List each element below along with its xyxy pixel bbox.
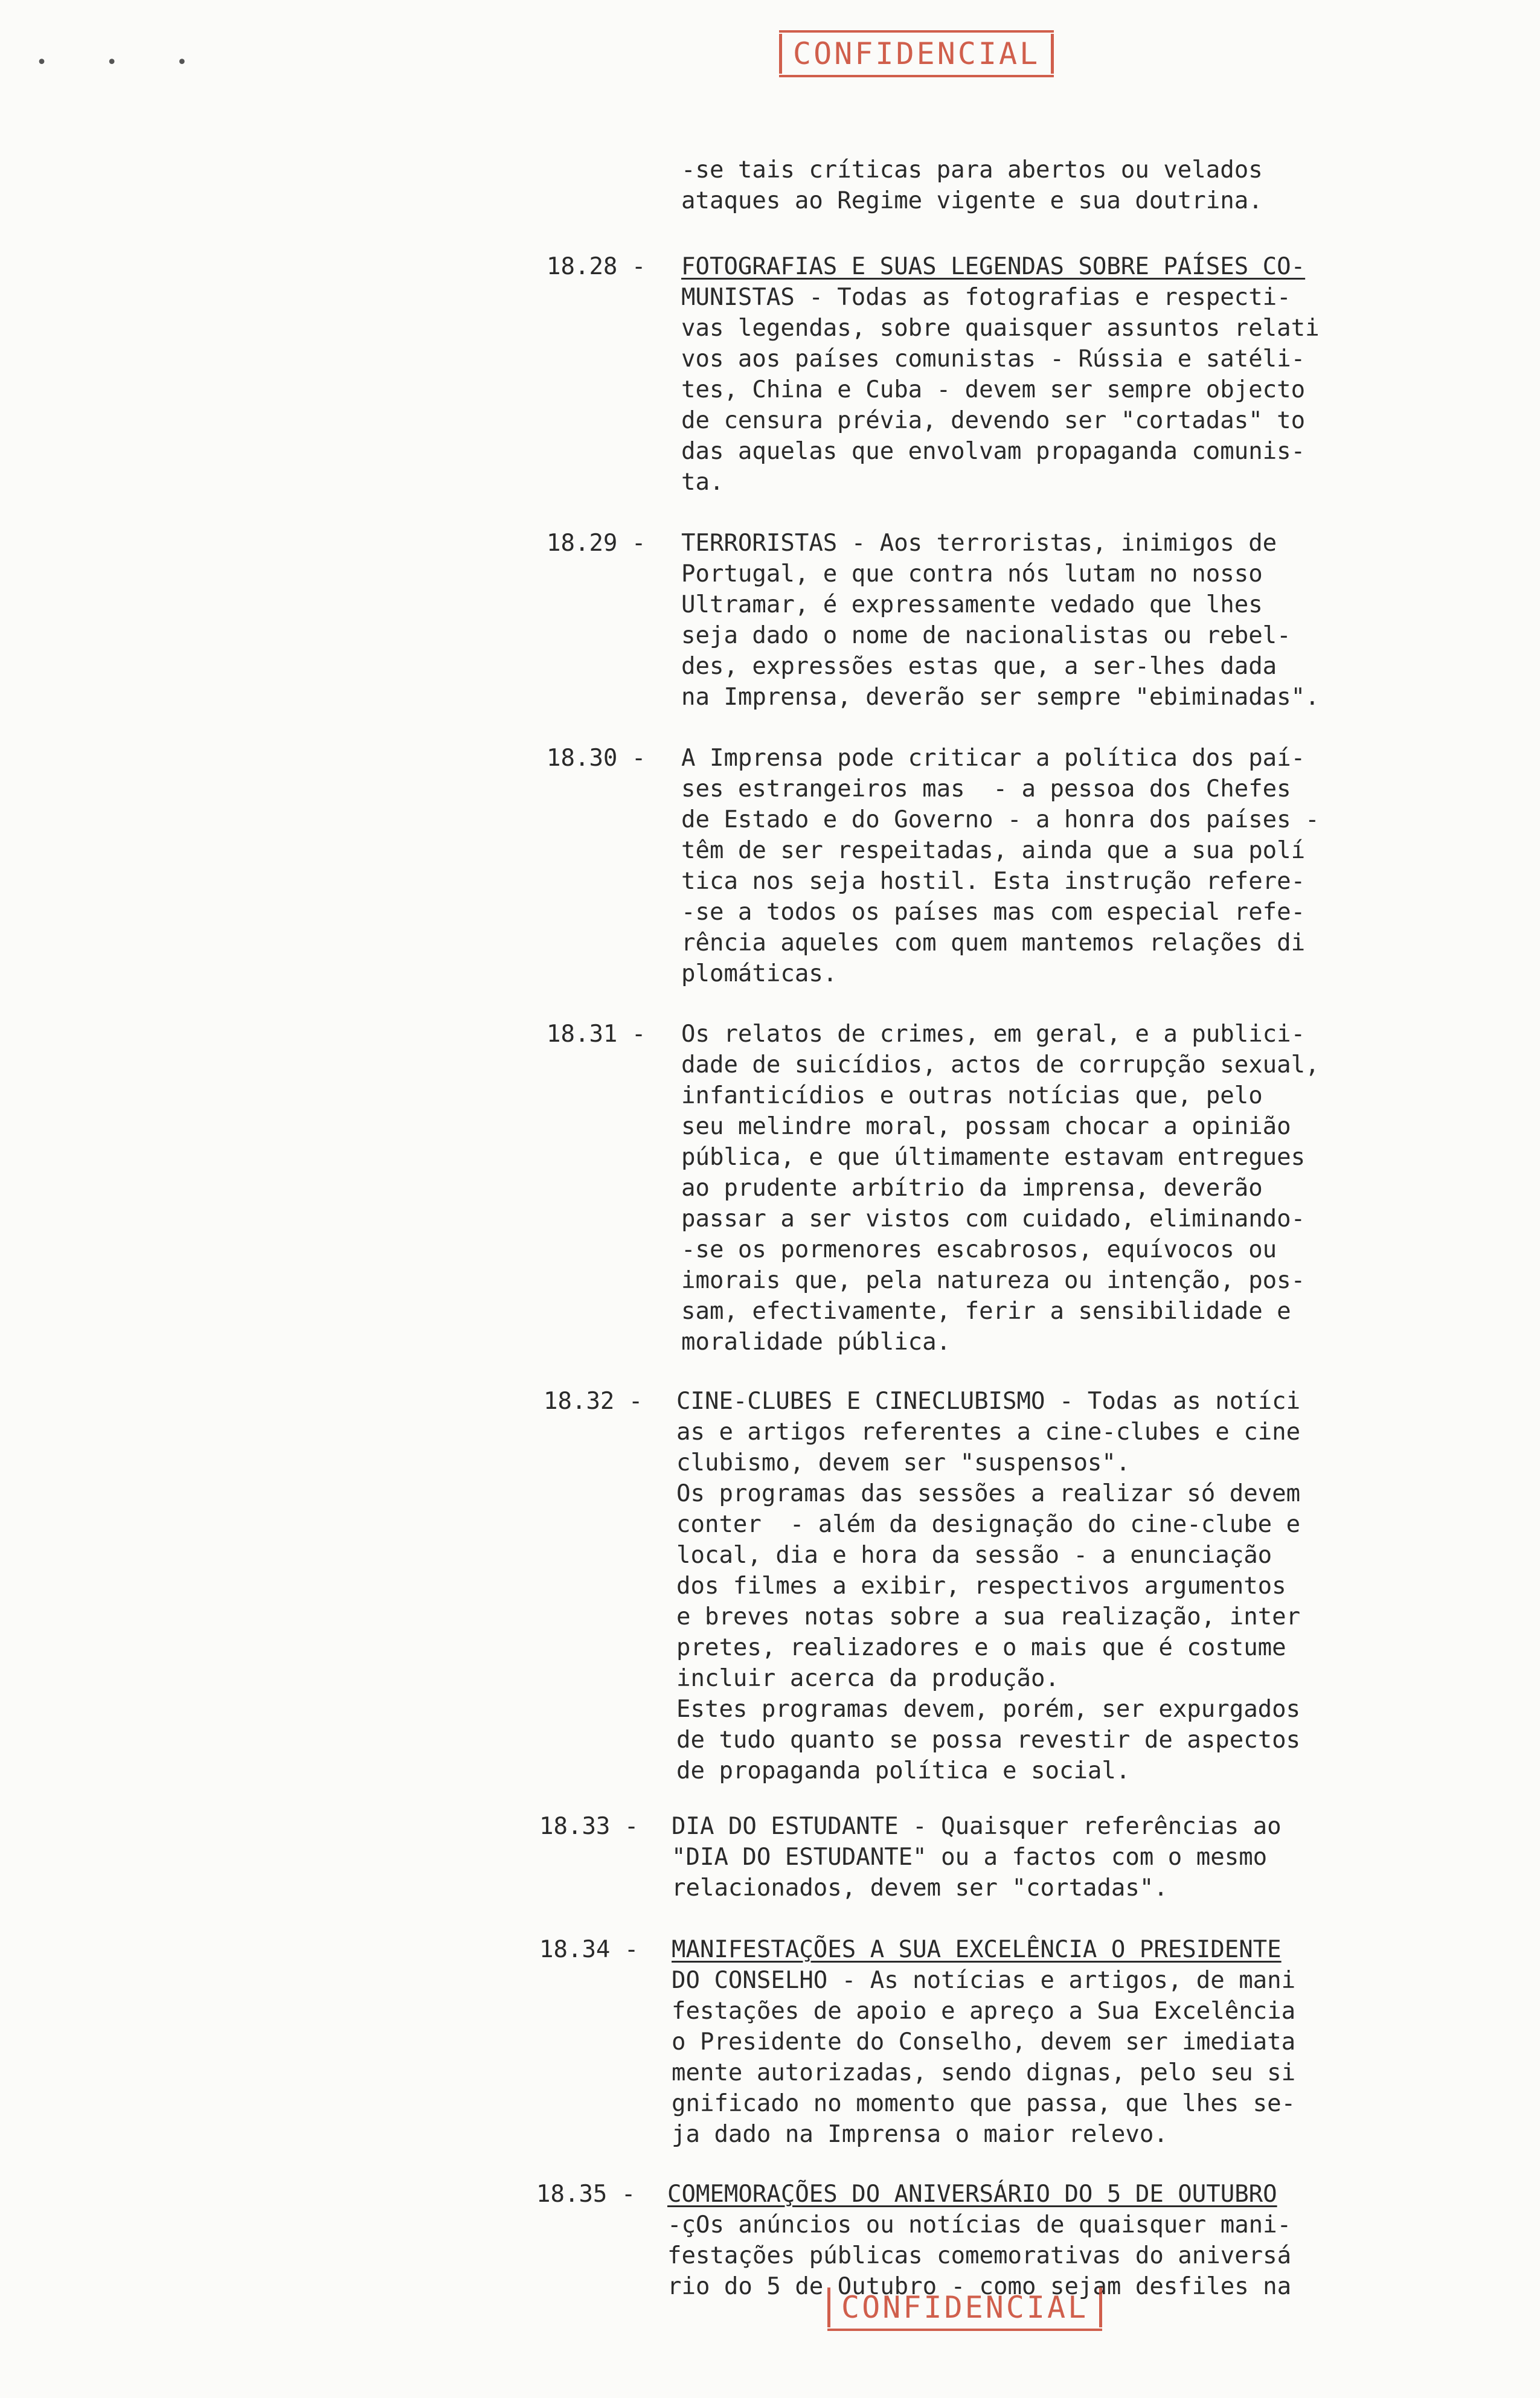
text-line: Ultramar, é expressamente vedado que lhes <box>681 591 1263 618</box>
text-line: moralidade pública. <box>681 1329 951 1356</box>
section-18-31 <box>681 1019 1442 1358</box>
text-line: conter - além da designação do cine-clube e <box>676 1511 1301 1538</box>
text-line: ses estrangeiros mas - a pessoa dos Chefes <box>681 775 1291 803</box>
text-line: ao prudente arbítrio da imprensa, deverão <box>681 1175 1263 1202</box>
section-number: 18.28 - <box>547 253 646 280</box>
text-line: passar a ser vistos com cuidado, eliminando- <box>681 1205 1306 1233</box>
text-line: das aquelas que envolvam propaganda comunis- <box>681 438 1306 465</box>
text-line: festações de apoio e apreço a Sua Excelência <box>672 1998 1296 2025</box>
text-line: imorais que, pela natureza ou intenção, pos- <box>681 1267 1306 1294</box>
confidential-stamp-bottom: CONFIDENCIAL <box>827 2287 1102 2327</box>
text-line: -çOs anúncios ou notícias de quaisquer mani- <box>667 2211 1292 2239</box>
text-line: rio do 5 de Outubro - como sejam desfiles na <box>667 2273 1292 2300</box>
text-line: ataques ao Regime vigente e sua doutrina. <box>681 187 1263 214</box>
text-line: DIA DO ESTUDANTE - Quaisquer referências ao <box>672 1813 1282 1840</box>
text-line: as e artigos referentes a cine-clubes e cine <box>676 1419 1301 1446</box>
text-line: de censura prévia, devendo ser "cortadas" to <box>681 407 1306 434</box>
text-line: o Presidente do Conselho, devem ser imediata <box>672 2028 1296 2056</box>
text-line: relacionados, devem ser "cortadas". <box>672 1874 1168 1902</box>
text-line: dade de suicídios, actos de corrupção sexual, <box>681 1051 1320 1079</box>
section-number: 18.30 - <box>547 745 646 772</box>
scan-marks: • • • <box>36 52 212 73</box>
text-line: rência aqueles com quem mantemos relações di <box>681 929 1306 957</box>
section-number: 18.35 - <box>536 2181 636 2208</box>
section-number: 18.31 - <box>547 1021 646 1048</box>
text-line: -se os pormenores escabrosos, equívocos ou <box>681 1236 1277 1263</box>
text-line: "DIA DO ESTUDANTE" ou a factos com o mesmo <box>672 1844 1268 1871</box>
section-number: 18.33 - <box>539 1813 639 1840</box>
text-line: Estes programas devem, porém, ser expurgados <box>676 1696 1301 1723</box>
text-line: gnificado no momento que passa, que lhes se- <box>672 2090 1296 2117</box>
text-line: MUNISTAS - Todas as fotografias e respecti- <box>681 284 1291 311</box>
section-number: 18.29 - <box>547 530 646 557</box>
text-line: festações públicas comemorativas do aniversá <box>667 2242 1292 2269</box>
text-line: pública, e que últimamente estavam entregues <box>681 1144 1306 1171</box>
text-line: têm de ser respeitadas, ainda que a sua polí <box>681 837 1306 864</box>
text-line: na Imprensa, deverão ser sempre "ebiminadas". <box>681 684 1320 711</box>
text-line: mente autorizadas, sendo dignas, pelo seu si <box>672 2059 1296 2086</box>
section-title-line: FOTOGRAFIAS E SUAS LEGENDAS SOBRE PAÍSES CO- <box>681 253 1306 280</box>
text-line: infanticídios e outras notícias que, pelo <box>681 1082 1263 1109</box>
text-line: vos aos países comunistas - Rússia e satéli- <box>681 345 1306 373</box>
text-line: DO CONSELHO - As notícias e artigos, de mani <box>672 1967 1296 1994</box>
section-18-29 <box>681 528 1442 713</box>
section-number: 18.32 - <box>544 1388 643 1415</box>
text-line: tica nos seja hostil. Esta instrução refere- <box>681 868 1306 895</box>
section-18-35 <box>667 2179 1428 2302</box>
text-line: dos filmes a exibir, respectivos argumentos <box>676 1572 1286 1600</box>
text-line: de propaganda política e social. <box>676 1757 1131 1784</box>
text-line: local, dia e hora da sessão - a enunciação <box>676 1542 1272 1569</box>
text-line: des, expressões estas que, a ser-lhes dada <box>681 653 1277 680</box>
text-line: ta. <box>681 469 724 496</box>
text-line: seja dado o nome de nacionalistas ou rebel- <box>681 622 1291 649</box>
text-line: CINE-CLUBES E CINECLUBISMO - Todas as notíci <box>676 1388 1301 1415</box>
confidential-stamp-top: CONFIDENCIAL <box>779 34 1054 74</box>
text-line: A Imprensa pode criticar a política dos paí- <box>681 745 1306 772</box>
text-line: sam, efectivamente, ferir a sensibilidade e <box>681 1298 1291 1325</box>
text-line: e breves notas sobre a sua realização, inter <box>676 1603 1301 1630</box>
text-line: vas legendas, sobre quaisquer assuntos relati <box>681 315 1320 342</box>
text-line: incluir acerca da produção. <box>676 1665 1059 1692</box>
text-line: de tudo quanto se possa revestir de aspectos <box>676 1726 1301 1754</box>
text-line: pretes, realizadores e o mais que é costume <box>676 1634 1286 1661</box>
text-line: seu melindre moral, possam chocar a opinião <box>681 1113 1291 1140</box>
text-line: Portugal, e que contra nós lutam no nosso <box>681 560 1263 588</box>
text-line: -se tais críticas para abertos ou velados <box>681 156 1263 184</box>
intro-text <box>681 155 1442 216</box>
section-number: 18.34 - <box>539 1936 639 1963</box>
section-18-34 <box>672 1934 1433 2150</box>
section-18-30 <box>681 743 1442 989</box>
text-line: de Estado e do Governo - a honra dos países - <box>681 806 1320 833</box>
text-line: tes, China e Cuba - devem ser sempre objecto <box>681 376 1306 403</box>
text-line: clubismo, devem ser "suspensos". <box>676 1449 1131 1476</box>
text-line: Os relatos de crimes, em geral, e a publici- <box>681 1021 1306 1048</box>
section-18-32 <box>676 1386 1437 1786</box>
text-line: TERRORISTAS - Aos terroristas, inimigos de <box>681 530 1277 557</box>
section-title-line: COMEMORAÇÕES DO ANIVERSÁRIO DO 5 DE OUTUBRO <box>667 2181 1277 2208</box>
section-18-28 <box>681 251 1442 498</box>
text-line: plomáticas. <box>681 960 838 987</box>
section-18-33 <box>672 1811 1433 1903</box>
text-line: -se a todos os países mas com especial refe- <box>681 899 1306 926</box>
section-title-line: MANIFESTAÇÕES A SUA EXCELÊNCIA O PRESIDENTE <box>672 1936 1282 1963</box>
text-line: Os programas das sessões a realizar só devem <box>676 1480 1301 1507</box>
text-line: ja dado na Imprensa o maior relevo. <box>672 2121 1168 2148</box>
